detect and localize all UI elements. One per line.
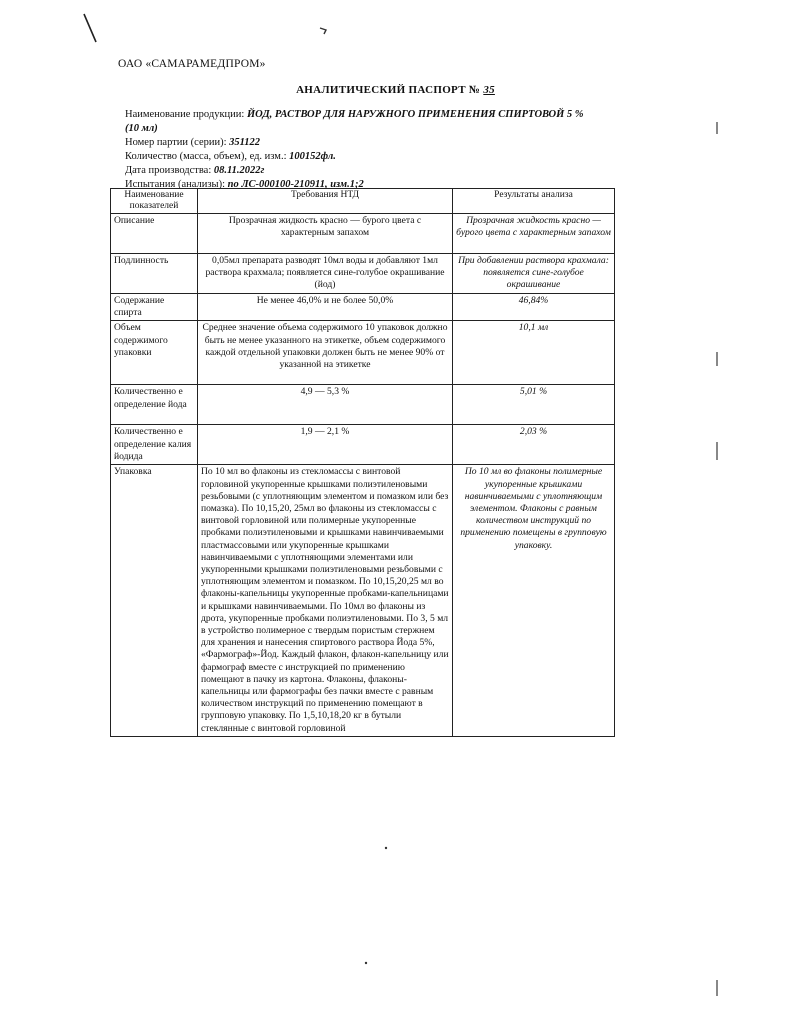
row-name: Объем содержимого упаковки [111,321,198,385]
production-date-label: Дата производства: [125,165,212,176]
table-row [111,465,615,736]
row-requirement: 4,9 — 5,3 % [198,385,453,425]
row-name: Количественно е определение йода [111,385,198,425]
scan-mark-stroke [80,10,110,50]
table-row [111,385,615,425]
product-name-value: ЙОД, РАСТВОР ДЛЯ НАРУЖНОГО ПРИМЕНЕНИЯ СПИРТОВОЙ 5 % [246,109,584,120]
scan-mark-edge-low [715,440,721,1000]
quantity-line [125,150,625,164]
row-requirement: Среднее значение объема содержимого 10 упаковок должно быть не менее указанного на этикетке, объем содержимого каждой отдельной упаковки должен быть не менее 90% от указанной на этикетке [198,321,453,385]
table-header-row [111,189,615,214]
row-name: Содержание спирта [111,294,198,321]
analysis-table [110,188,615,737]
row-result: Прозрачная жидкость красно — бурого цвета с характерным запахом [453,214,615,254]
row-name: Описание [111,214,198,254]
row-requirement: 0,05мл препарата разводят 10мл воды и добавляют 1мл раствора крахмала; появляется сине-голубое окрашивание (йод) [198,254,453,294]
row-name: Количественно е определение калия йодида [111,425,198,465]
header-indicator: Наименование показателей [111,189,198,214]
quantity-value: 100152фл. [289,151,336,162]
row-requirement: Не менее 46,0% и не более 50,0% [198,294,453,321]
row-result: По 10 мл во флаконы полимерные укупоренные крышками навинчиваемыми с уплотняющим элементом. Флаконы с равным количеством инструкций по применению помещены в групповую упаковку. [453,465,615,736]
header-requirements: Требования НТД [198,189,453,214]
batch-line [125,136,625,150]
passport-number: 35 [483,84,495,96]
scan-mark-edge [715,120,721,370]
quantity-label: Количество (масса, объем), ед. изм.: [125,151,287,162]
row-name: Упаковка [111,465,198,736]
row-requirement: Прозрачная жидкость красно — бурого цвета с характерным запахом [198,214,453,254]
table-row [111,321,615,385]
product-volume: (10 мл) [125,123,158,134]
organization-name: ОАО «САМАРАМЕДПРОМ» [118,58,266,70]
product-info [125,108,625,192]
production-date-value: 08.11.2022г [213,165,265,176]
scan-mark-dot [318,24,332,36]
tests-value: по ЛС-000100-210911, изм.1;2 [227,179,364,190]
passport-title-text: АНАЛИТИЧЕСКИЙ ПАСПОРТ № [296,84,481,96]
row-requirement: По 10 мл во флаконы из стекломассы с винтовой горловиной укупоренные крышками полиэтиленовыми резьбовыми (с уплотняющим элементом и помазком или без помазка). По 10,15,20, 25мл во флаконы из стекломассы с винтовой горловиной или полимерные укупоренные пробками полиэтиленовыми и крышками навинчиваемыми пластмассовыми или укупоренные крышками навинчиваемыми с уплотняющими элементами или укупоренными крышками полиэтиленовыми резьбовыми с уплотняющим элементом и помазком. По 10,15,20,25 мл во флаконы-капельницы укупоренные пробками-капельницами и крышками навинчиваемыми. По 10мл во флаконы из дрота, укупоренные пробками полиэтиленовыми. По 3, 5 мл в устройство полимерное с твердым пористым стержнем для хранения и нанесения спиртового раствора Йода 5%, «Фармограф»-Йод. Каждый флакон, флакон-капельницу или фармограф вместе с инструкцией по применению помещают в пачку из картона. Флаконы, флаконы-капельницы или фармографы без пачки вместе с равным количеством инструкций по применению помещают в групповую упаковку. По 1,5,10,18,20 кг в бутыли стеклянные с винтовой горловиной [198,465,453,736]
row-name: Подлинность [111,254,198,294]
row-result: 2,03 % [453,425,615,465]
production-date-line [125,164,625,178]
product-name-label: Наименование продукции: [125,109,245,120]
tests-label: Испытания (анализы): [125,179,225,190]
row-result: При добавлении раствора крахмала: появляется сине-голубое окрашивание [453,254,615,294]
batch-value: 351122 [229,137,261,148]
row-result: 10,1 мл [453,321,615,385]
product-name-line [125,108,625,122]
row-result: 5,01 % [453,385,615,425]
scan-mark-speck [383,845,389,851]
table-row [111,254,615,294]
scan-mark-speck [363,960,369,966]
row-result: 46,84% [453,294,615,321]
passport-title [0,84,791,96]
table-row [111,425,615,465]
batch-label: Номер партии (серии): [125,137,227,148]
table-row [111,294,615,321]
row-requirement: 1,9 — 2,1 % [198,425,453,465]
product-volume-line [125,122,625,136]
header-results: Результаты анализа [453,189,615,214]
table-row [111,214,615,254]
